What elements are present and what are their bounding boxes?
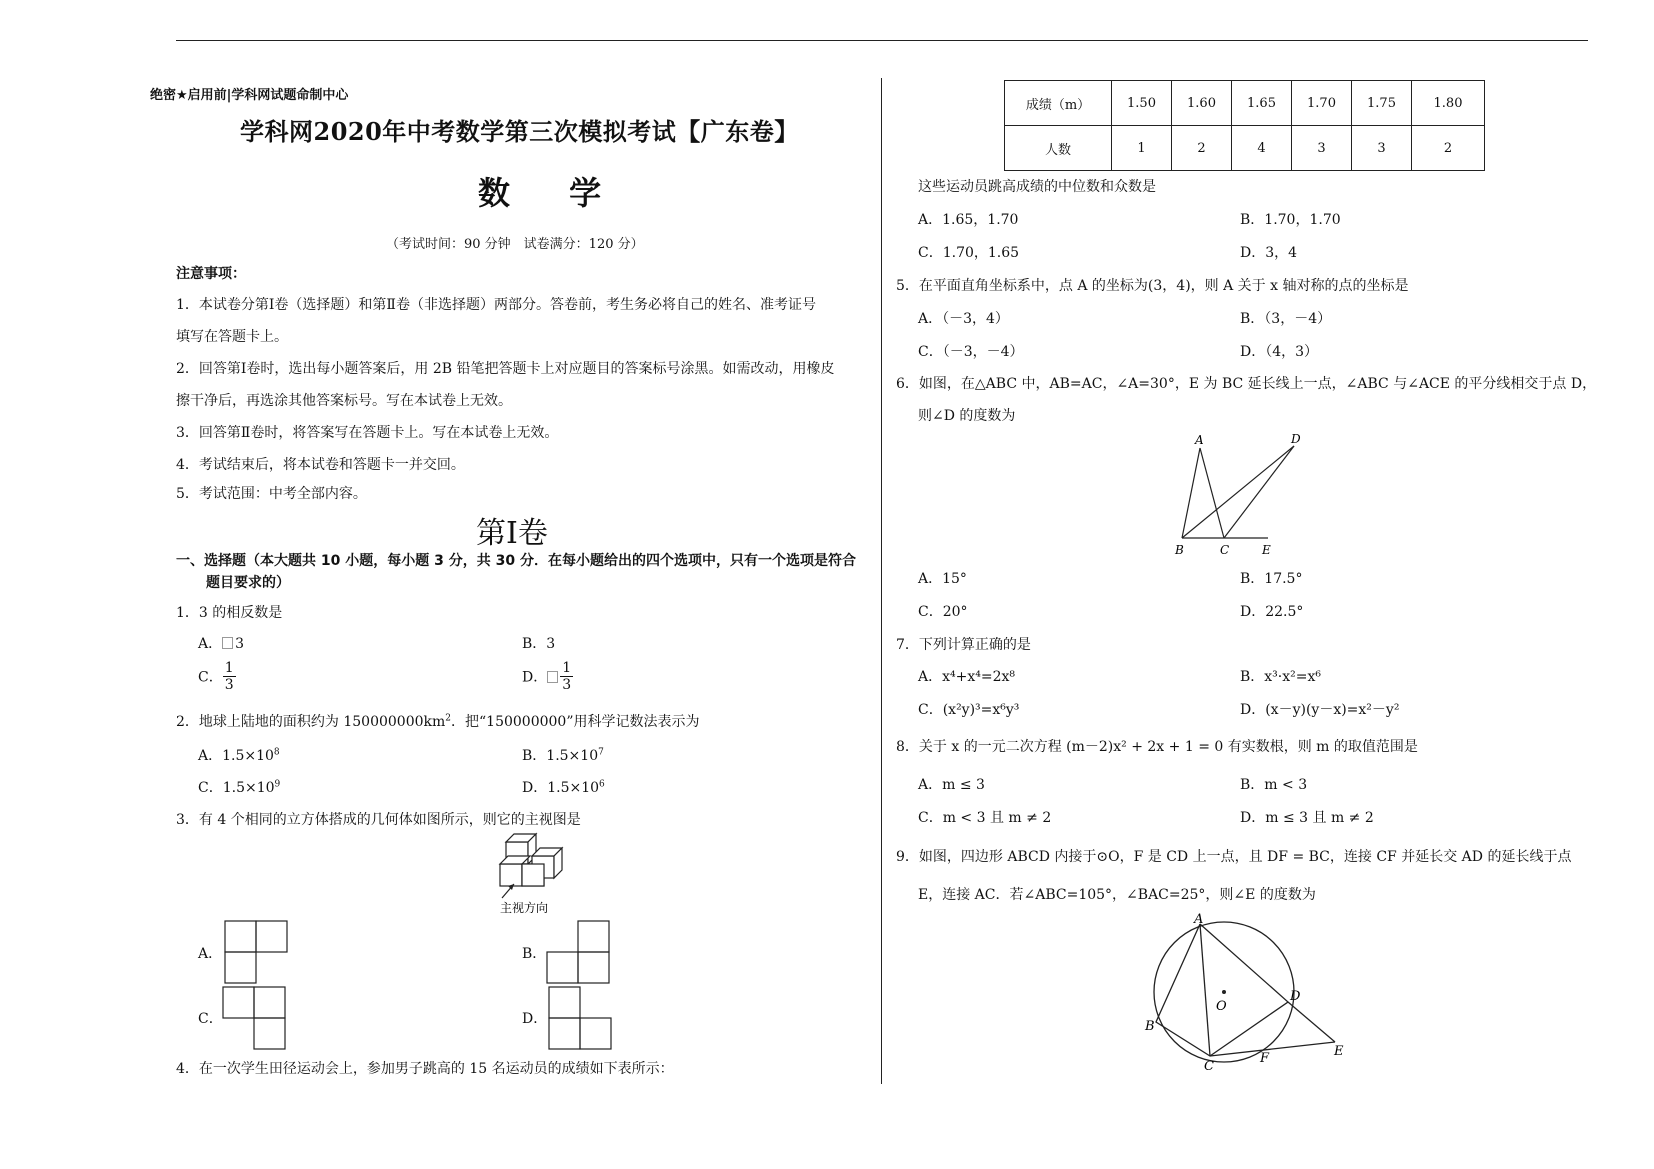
table-cell: 1.50 [1112,81,1172,126]
column-divider [881,78,882,1084]
time-info: （考试时间：90 分钟 试卷满分：120 分） [386,237,644,252]
q6-label-a: A [1195,433,1204,447]
note-line: 3．回答第Ⅱ卷时，将答案写在答题卡上。写在本试卷上无效。 [176,425,559,441]
q8-option-c: C．m < 3 且 m ≠ 2 [918,810,1052,826]
q1-option-b: B．3 [522,636,556,652]
table-cell: 1.60 [1172,81,1232,126]
q6-option-b: B．17.5° [1240,571,1303,587]
table-cell: 1.80 [1412,81,1485,126]
exam-title: 学科网2020年中考数学第三次模拟考试【广东卷】 [240,117,799,146]
q4-option-d: D．3，4 [1240,245,1298,261]
q6-label-b: B [1175,543,1184,557]
q4-question: 这些运动员跳高成绩的中位数和众数是 [918,179,1156,195]
q3-option-a-figure [224,920,288,984]
table-cell: 1.75 [1352,81,1412,126]
q4-option-b: B．1.70，1.70 [1240,212,1341,228]
note-line: 2．回答第Ⅰ卷时，选出每小题答案后，用 2B 铅笔把答题卡上对应题目的答案标号涂黑。如需改动，用橡皮 [176,361,835,377]
note-line: 擦干净后，再选涂其他答案标号。写在本试卷上无效。 [176,393,512,409]
section-heading: 一、选择题（本大题共 10 小题，每小题 3 分，共 30 分．在每小题给出的四个选项中，只有一个选项是符合 [176,553,856,569]
part-title: 第Ⅰ卷 [476,516,548,551]
q9-label-o: O [1216,999,1227,1014]
q7-option-b: B．x³·x²=x⁶ [1240,669,1321,685]
q6-option-c: C．20° [918,604,968,620]
q7-stem: 7．下列计算正确的是 [896,637,1031,653]
note-line: 4．考试结束后，将本试卷和答题卡一并交回。 [176,457,465,473]
q8-option-b: B．m < 3 [1240,777,1308,793]
q8-stem: 8．关于 x 的一元二次方程 (m－2)x² + 2x + 1 = 0 有实数根，则 m 的取值范围是 [896,739,1418,755]
q3-option-d-figure [548,986,612,1050]
table-row [1005,126,1485,171]
q6-stem: 6．如图，在△ABC 中，AB=AC，∠A=30°，E 为 BC 延长线上一点，∠ABC 与∠ACE 的平分线相交于点 D， [896,376,1597,392]
table-header-cell: 成绩（m） [1005,81,1112,126]
note-line: 1．本试卷分第Ⅰ卷（选择题）和第Ⅱ卷（非选择题）两部分。答卷前，考生务必将自己的姓名、准考证号 [176,297,816,313]
q4-stem: 4．在一次学生田径运动会上，参加男子跳高的 15 名运动员的成绩如下表所示： [176,1061,674,1077]
q6-option-d: D．22.5° [1240,604,1304,620]
q3-option-c-figure [222,986,286,1050]
q9-stem-cont: E，连接 AC．若∠ABC=105°，∠BAC=25°，则∠E 的度数为 [918,887,1316,903]
q7-option-a: A．x⁴+x⁴=2x⁸ [918,669,1016,685]
q2-option-c: C．$1.5\times 10^9$ [198,779,281,796]
q6-label-c: C [1220,543,1230,557]
q1-option-d: D． $\frac{1}{3}$ [522,660,572,694]
q5-option-d: D．（4，3） [1240,344,1319,360]
q9-stem: 9．如图，四边形 ABCD 内接于⊙O，F 是 CD 上一点，且 DF = BC，连接 CF 并延长交 AD 的延长线于点 [896,849,1572,865]
table-cell: 3 [1292,126,1352,171]
q7-option-d: D．(x－y)(y－x)=x²－y² [1240,702,1400,718]
table-cell: 4 [1232,126,1292,171]
q3-stem: 3．有 4 个相同的立方体搭成的几何体如图所示，则它的主视图是 [176,812,581,828]
q3-cube-figure [496,832,576,916]
q5-option-a: A．（－3，4） [918,311,1009,327]
q9-circle-figure [1140,912,1350,1072]
q5-stem: 5．在平面直角坐标系中，点 A 的坐标为(3，4)，则 A 关于 x 轴对称的点的坐标是 [896,278,1409,294]
notes-heading: 注意事项： [176,266,246,282]
q6-label-e: E [1262,543,1271,557]
q6-option-a: A．15° [918,571,967,587]
q8-option-d: D．m ≤ 3 且 m ≠ 2 [1240,810,1374,826]
table-cell: 1.70 [1292,81,1352,126]
q5-option-b: B．（3，－4） [1240,311,1332,327]
q4-score-table [1004,80,1485,171]
table-row [1005,81,1485,126]
confidential-mark: 绝密★启用前|学科网试题命制中心 [150,88,349,103]
table-cell: 1 [1112,126,1172,171]
q2-option-b: B．$1.5\times 10^7$ [522,747,604,764]
q9-label-a: A [1194,912,1204,927]
q9-label-d: D [1290,989,1301,1004]
table-cell: 1.65 [1232,81,1292,126]
q3-option-c-label: C． [198,1011,223,1027]
q1-option-c: C． $\frac{1}{3}$ [198,660,234,694]
q2-option-d: D．$1.5\times 10^6$ [522,779,605,796]
table-header-cell: 人数 [1005,126,1112,171]
section-heading-cont: 题目要求的） [206,575,290,591]
q6-label-d: D [1291,432,1301,446]
q2-stem: 2．地球上陆地的面积约为 $150000000km^2$．把“150000000”用科学记数法表示为 [176,713,700,730]
subject-title: 数 学 [478,174,626,212]
q6-triangle-figure [1174,432,1304,558]
q5-option-c: C．（－3，－4） [918,344,1024,360]
note-line: 5．考试范围：中考全部内容。 [176,486,367,502]
q8-option-a: A．m ≤ 3 [918,777,985,793]
q9-label-f: F [1260,1051,1270,1066]
table-cell: 3 [1352,126,1412,171]
header-rule [176,40,1588,41]
q7-option-c: C．(x²y)³=x⁶y³ [918,702,1020,718]
q6-stem-cont: 则∠D 的度数为 [918,408,1016,424]
q3-option-b-label: B． [522,946,547,962]
q3-figure-caption: 主视方向 [500,901,549,915]
q9-label-c: C [1204,1059,1214,1072]
q3-option-d-label: D． [522,1011,548,1027]
q4-option-a: A．1.65，1.70 [918,212,1019,228]
q1-option-a: A． 3 [198,636,245,652]
q4-option-c: C．1.70，1.65 [918,245,1020,261]
q9-label-b: B [1145,1019,1155,1034]
q2-option-a: A．$1.5\times 10^8$ [198,747,280,764]
q1-stem: 1．3 的相反数是 [176,605,283,621]
q9-label-e: E [1334,1044,1344,1059]
table-cell: 2 [1172,126,1232,171]
q3-option-a-label: A． [198,946,223,962]
table-cell: 2 [1412,126,1485,171]
note-line: 填写在答题卡上。 [176,329,288,345]
q3-option-b-figure [546,920,610,984]
